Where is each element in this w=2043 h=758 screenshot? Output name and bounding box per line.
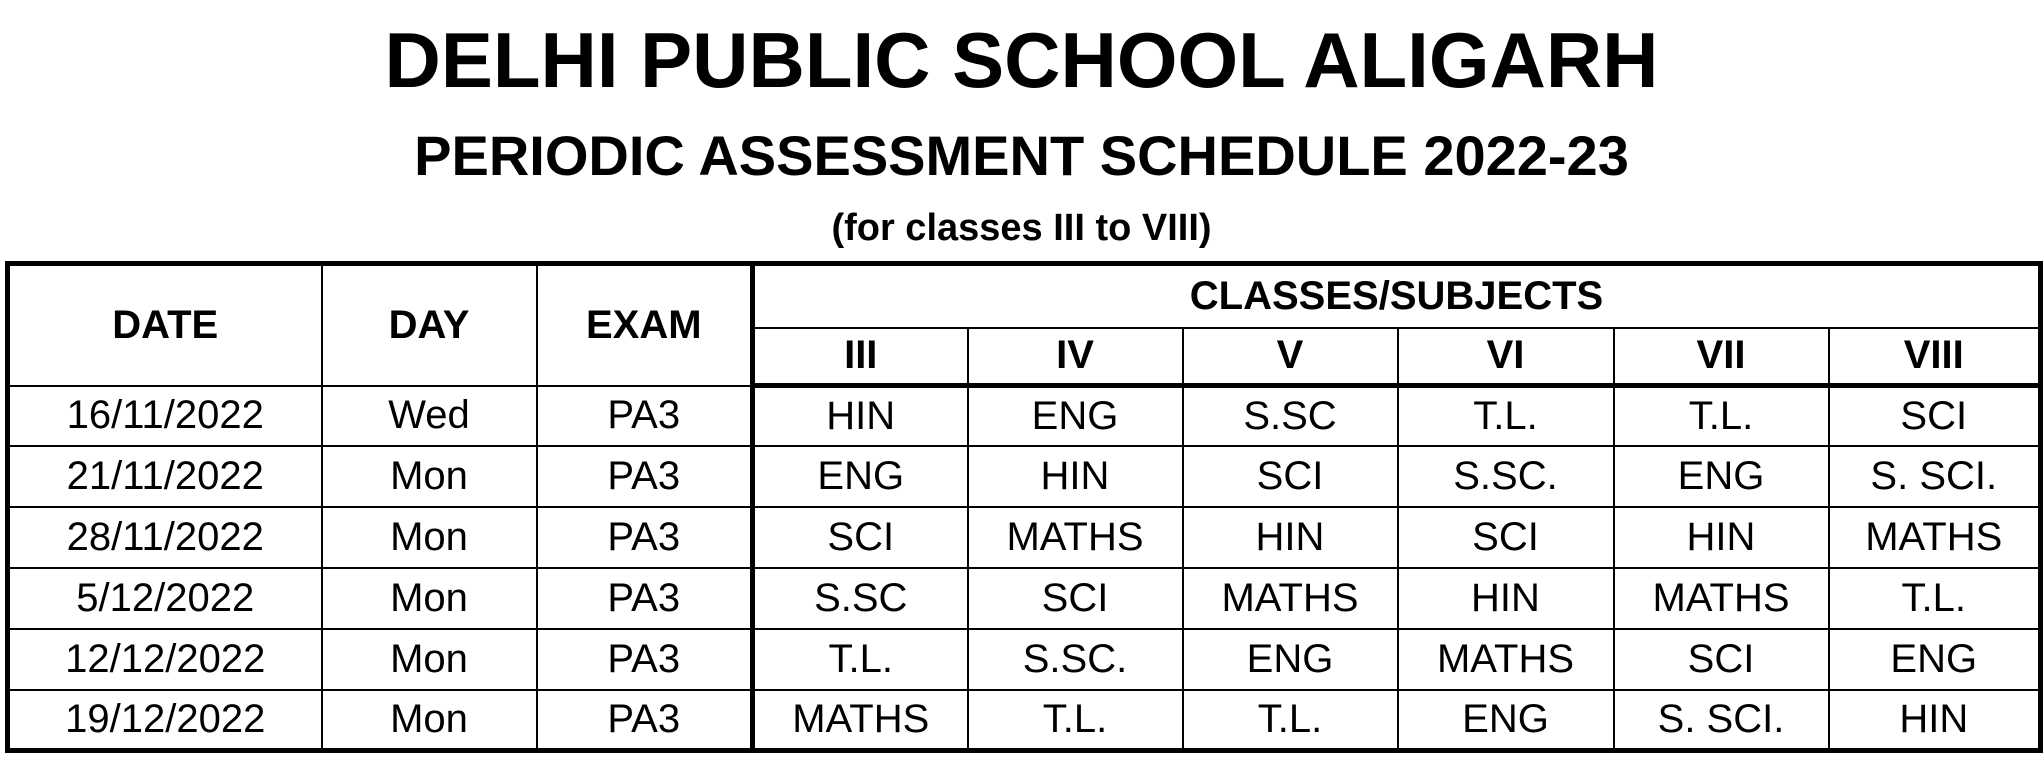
exam-cell: PA3 [537,690,753,751]
subject-cell: ENG [1183,629,1398,690]
subject-cell: HIN [1183,507,1398,568]
subject-cell: SCI [1183,446,1398,507]
subject-cell: S. SCI. [1614,690,1829,751]
day-cell: Mon [322,507,537,568]
subject-cell: ENG [753,446,968,507]
column-group-classes-subjects: CLASSES/SUBJECTS [753,264,2041,328]
column-header-class: VII [1614,328,1829,386]
subject-cell: S.SC [753,568,968,629]
column-header-class: VI [1398,328,1614,386]
subject-cell: SCI [1829,386,2041,447]
day-cell: Mon [322,568,537,629]
column-header-class: VIII [1829,328,2041,386]
subject-cell: SCI [968,568,1183,629]
column-header-class: V [1183,328,1398,386]
subject-cell: S. SCI. [1829,446,2041,507]
subject-cell: HIN [1398,568,1614,629]
exam-cell: PA3 [537,568,753,629]
exam-cell: PA3 [537,386,753,447]
assessment-schedule-table [5,261,2043,753]
table-row [8,507,2041,568]
school-name: DELHI PUBLIC SCHOOL ALIGARH [384,16,1659,104]
subject-cell: T.L. [968,690,1183,751]
date-cell: 21/11/2022 [8,446,322,507]
subject-cell: MATHS [1614,568,1829,629]
subject-cell: S.SC. [968,629,1183,690]
subject-cell: SCI [753,507,968,568]
subject-cell: ENG [1398,690,1614,751]
date-cell: 16/11/2022 [8,386,322,447]
column-header-date: DATE [8,264,322,386]
day-cell: Mon [322,690,537,751]
subject-cell: ENG [1614,446,1829,507]
subject-cell: T.L. [1614,386,1829,447]
table-row [8,568,2041,629]
subject-cell: MATHS [968,507,1183,568]
column-header-day: DAY [322,264,537,386]
subject-cell: S.SC. [1398,446,1614,507]
table-row [8,629,2041,690]
table-row [8,446,2041,507]
subject-cell: ENG [1829,629,2041,690]
subject-cell: SCI [1614,629,1829,690]
column-header-exam: EXAM [537,264,753,386]
date-cell: 5/12/2022 [8,568,322,629]
subject-cell: HIN [968,446,1183,507]
table-row [8,386,2041,447]
date-cell: 12/12/2022 [8,629,322,690]
schedule-title: PERIODIC ASSESSMENT SCHEDULE 2022-23 [414,124,1629,187]
subject-cell: MATHS [1183,568,1398,629]
day-cell: Mon [322,446,537,507]
day-cell: Mon [322,629,537,690]
exam-cell: PA3 [537,629,753,690]
table-row [8,690,2041,751]
subject-cell: T.L. [1829,568,2041,629]
column-header-class: IV [968,328,1183,386]
column-header-class: III [753,328,968,386]
subject-cell: MATHS [1398,629,1614,690]
subject-cell: HIN [1829,690,2041,751]
subject-cell: T.L. [1183,690,1398,751]
subject-cell: T.L. [753,629,968,690]
schedule-subtitle: (for classes III to VIII) [831,207,1212,249]
exam-cell: PA3 [537,446,753,507]
day-cell: Wed [322,386,537,447]
subject-cell: HIN [1614,507,1829,568]
subject-cell: T.L. [1398,386,1614,447]
subject-cell: MATHS [753,690,968,751]
subject-cell: MATHS [1829,507,2041,568]
subject-cell: ENG [968,386,1183,447]
date-cell: 28/11/2022 [8,507,322,568]
subject-cell: HIN [753,386,968,447]
exam-cell: PA3 [537,507,753,568]
subject-cell: S.SC [1183,386,1398,447]
subject-cell: SCI [1398,507,1614,568]
date-cell: 19/12/2022 [8,690,322,751]
